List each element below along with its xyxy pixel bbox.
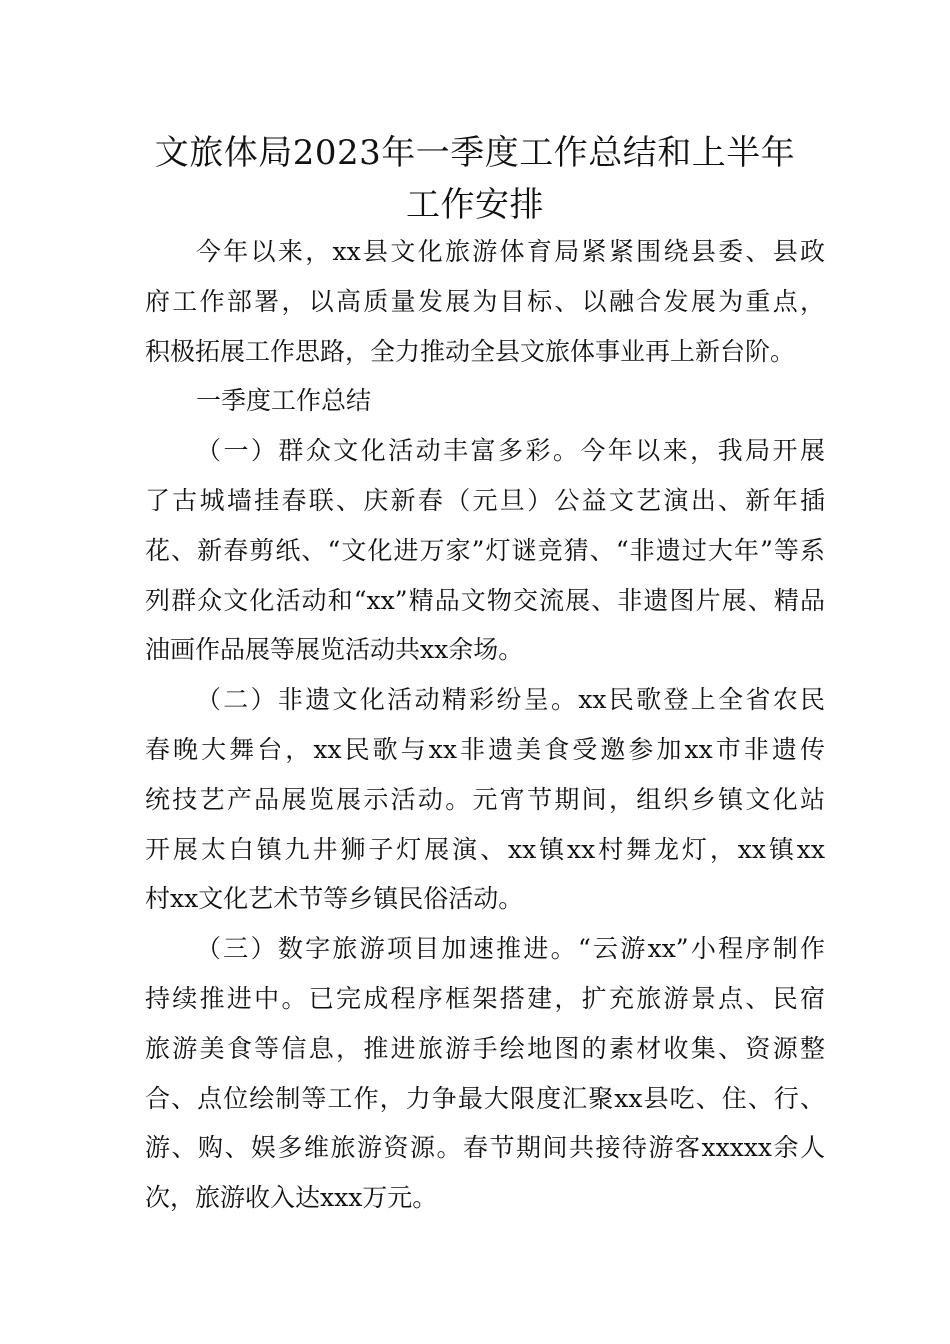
paragraph-2-line-1: （二）非遗文化活动精彩纷呈。xx民歌登上全省农民 bbox=[196, 685, 825, 715]
document-title-line-2: 工作安排 bbox=[406, 185, 544, 225]
intro-line-1: 今年以来，xx县文化旅游体育局紧紧围绕县委、县政 bbox=[196, 237, 825, 266]
document-body bbox=[145, 227, 825, 1223]
paragraph-1-line-5: 油画作品展等展览活动共xx余场。 bbox=[145, 635, 524, 665]
paragraph-3-line-4: 合、点位绘制等工作，力争最大限度汇聚xx县吃、住、行、 bbox=[145, 1083, 825, 1113]
paragraph-3-line-1: （三）数字旅游项目加速推进。“云游xx”小程序制作 bbox=[196, 934, 825, 964]
section-heading: 一季度工作总结 bbox=[196, 386, 372, 416]
paragraph-1-line-4: 列群众文化活动和“xx”精品文物交流展、非遗图片展、精品 bbox=[145, 585, 825, 615]
paragraph-3-line-6: 次，旅游收入达xxx万元。 bbox=[145, 1183, 438, 1213]
paragraph-2-line-2: 春晚大舞台，xx民歌与xx非遗美食受邀参加xx市非遗传 bbox=[145, 734, 825, 764]
paragraph-2-line-4: 开展太白镇九井狮子灯展演、xx镇xx村舞龙灯，xx镇xx bbox=[145, 834, 825, 864]
paragraph-1-line-3: 花、新春剪纸、“文化进万家”灯谜竞猜、“非遗过大年”等系 bbox=[145, 535, 825, 565]
paragraph-1-line-1: （一）群众文化活动丰富多彩。今年以来，我局开展 bbox=[196, 436, 825, 466]
paragraph-2-line-5: 村xx文化艺术节等乡镇民俗活动。 bbox=[145, 884, 524, 914]
paragraph-1-line-2: 了古城墙挂春联、庆新春（元旦）公益文艺演出、新年插 bbox=[145, 485, 825, 515]
paragraph-3-line-5: 游、购、娱多维旅游资源。春节期间共接待游客xxxxx余人 bbox=[145, 1133, 825, 1163]
intro-line-3: 积极拓展工作思路，全力推动全县文旅体事业再上新台阶。 bbox=[145, 336, 796, 366]
paragraph-3-line-2: 持续推进中。已完成程序框架搭建，扩充旅游景点、民宿 bbox=[145, 983, 825, 1013]
intro-line-2: 府工作部署，以高质量发展为目标、以融合发展为重点， bbox=[145, 286, 825, 316]
paragraph-2-line-3: 统技艺产品展览展示活动。元宵节期间，组织乡镇文化站 bbox=[145, 784, 825, 814]
document-title-line-1: 文旅体局2023年一季度工作总结和上半年 bbox=[154, 133, 796, 173]
paragraph-3-line-3: 旅游美食等信息，推进旅游手绘地图的素材收集、资源整 bbox=[145, 1033, 825, 1063]
